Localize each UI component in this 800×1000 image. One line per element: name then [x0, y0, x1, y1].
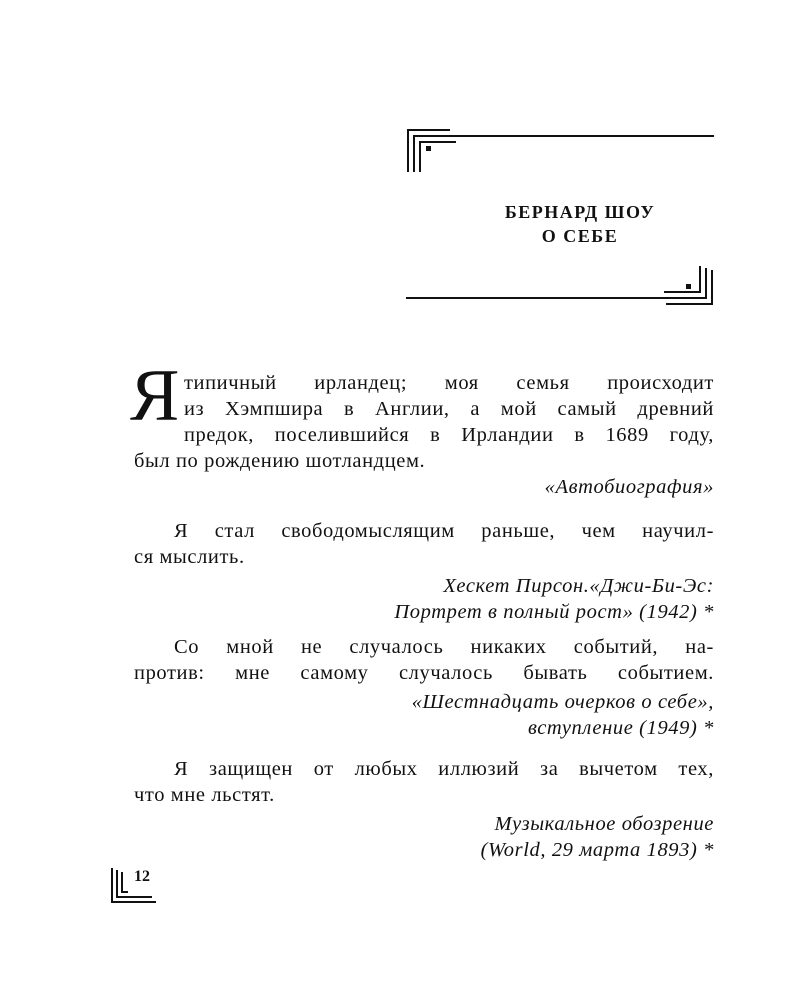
- bottom-corner-ornament: [404, 264, 720, 306]
- quote-source: (World, 29 марта 1893) *: [480, 839, 714, 861]
- drop-cap: Я: [130, 355, 180, 437]
- subtitle-heading: О СЕБЕ: [541, 226, 619, 246]
- chapter-title: [430, 200, 730, 248]
- quote-freethinker: [134, 518, 714, 625]
- quote-events: [134, 634, 714, 741]
- page-number-ornament: [108, 866, 158, 906]
- quote-source: вступление (1949) *: [528, 717, 714, 739]
- quote-source: Музыкальное обозрение: [494, 813, 714, 835]
- quote-line: типичный ирландец; моя семья происходит: [183, 372, 714, 394]
- quote-line: был по рождению шотландцем.: [134, 450, 426, 472]
- quote-autobiography: [130, 355, 714, 500]
- top-corner-ornament: [404, 128, 720, 172]
- quote-source: «Шестнадцать очерков о себе»,: [411, 691, 714, 713]
- quote-illusions: [134, 756, 714, 863]
- quote-line: предок, поселившийся в Ирландии в 1689 году,: [183, 424, 714, 446]
- author-heading: БЕРНАРД ШОУ: [504, 202, 656, 222]
- quote-line: Со мной не случалось никаких событий, на-: [174, 636, 714, 658]
- quote-line: Я защищен от любых иллюзий за вычетом тех,: [174, 758, 714, 780]
- quote-line: что мне льстят.: [134, 784, 275, 806]
- page-number: 12: [134, 868, 150, 885]
- quote-line: против: мне самому случалось бывать событием.: [134, 662, 714, 684]
- quote-line: Я стал свободомыслящим раньше, чем научил-: [174, 520, 714, 542]
- quote-line: из Хэмпшира в Англии, а мой самый древний: [183, 398, 714, 420]
- quote-source: Портрет в полный рост» (1942) *: [394, 601, 714, 623]
- quote-source: «Автобиография»: [544, 476, 714, 498]
- quote-source: Хескет Пирсон.«Джи-Би-Эс:: [443, 575, 714, 597]
- quote-line: ся мыслить.: [134, 546, 245, 568]
